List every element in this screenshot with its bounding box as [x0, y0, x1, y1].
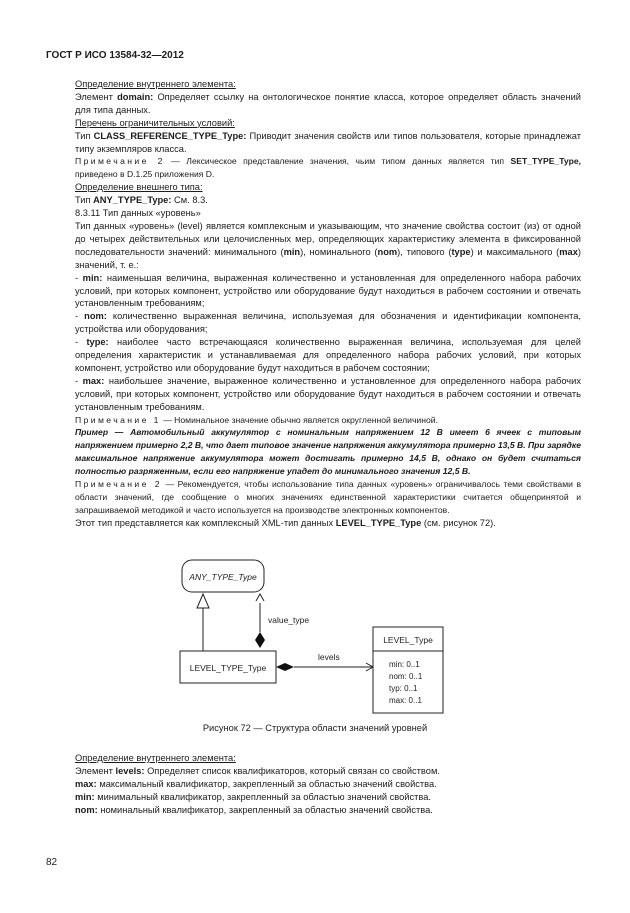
value-type-arrow [256, 594, 264, 601]
level-type-intro: Тип данных «уровень» (level) является комплексным и указывающим, что значение свойства состоит (из) от одной до четырех действительных или целочисленных мер, определяющих характеристику элемента в фиксированной последовательности значений: минимального (min), номинального (nom), типового (type) и максимального (max) значений, т. е.: [75, 220, 581, 270]
item-max: - max: наибольшее значение, выраженное количественно и установленное для определенного набора рабочих условий, при которых компонент, устройство или оборудование будут находиться в рабочем состоянии и отвечать установленным требованиям. [75, 375, 581, 412]
levels-definition: Элемент levels: Определяет список квалификаторов, который связан со свойством. [75, 765, 440, 776]
any-type-label: ANY_TYPE_Type [189, 572, 257, 582]
external-type-heading: Определение внешнего типа: [75, 182, 203, 193]
attr-max: max: 0..1 [389, 696, 422, 705]
item-type: - type: наиболее часто встречающаяся количественно выраженная величина, используемая для целей определения характеристик и устанавливаемая для определенного набора рабочих условий, при которых компонент, устройство или оборудование будут находиться в рабочем состоянии; [75, 337, 581, 373]
example-battery: Пример — Автомобильный аккумулятор с номинальным напряжением 12 В имеет 6 ячеек с типовым напряжением примерно 2,2 В, что дает типовое значение напряжения аккумулятора примерно 13,5 В. При зарядке максимальное напряжение аккумулятора может достигать примерно 14,5 В, однако он будет считаться полностью разряженным, если его напряжение упадет до минимального значения 12,5 В. [75, 427, 581, 477]
levels-diamond [276, 663, 294, 671]
note-2-level: Примечание 2 — Рекомендуется, чтобы использование типа данных «уровень» ограничивалось теми свойствами в области значений, где сообщение о многих значениях единственной характеристики считается общепринятой и запрашиваемой методикой и часто используется на производстве электронных компонентов. [75, 479, 582, 515]
def-max: max: максимальный квалификатор, закрепленный за областью значений свойства. [75, 778, 437, 789]
levels-section [75, 752, 581, 817]
figure-caption: Рисунок 72 — Структура области значений уровней [202, 723, 428, 733]
internal-element-heading-2: Определение внутреннего элемента: [75, 753, 236, 763]
note-1: Примечание 1 — Номинальное значение обычно является округленной величиной. [75, 414, 438, 425]
value-type-label: value_type [268, 615, 310, 625]
class-reference-definition: Тип CLASS_REFERENCE_TYPE_Type: Приводит значения свойств или типов пользователя, которые принадлежат типу экземпляров класса. [75, 130, 581, 154]
any-type-definition: Тип ANY_TYPE_Type: См. 8.3. [75, 195, 208, 206]
def-nom: nom: номинальный квалификатор, закрепленный за областью значений свойства. [75, 804, 433, 815]
note-2-set-type: Примечание 2 — Лексическое представление значения, чьим типом данных является тип SET_TYPE_Type, приведено в D.1.25 приложения D. [75, 156, 582, 180]
levels-label: levels [318, 652, 340, 662]
domain-definition: Элемент domain: Определяет ссылку на онтологическое понятие класса, которое определяет область значений для типа данных. [75, 91, 581, 115]
attr-typ: typ: 0..1 [389, 684, 418, 693]
page-number: 82 [46, 857, 58, 868]
main-content [75, 78, 581, 530]
level-type-type-label: LEVEL_TYPE_Type [189, 663, 267, 673]
item-nom: - nom: количественно выраженная величина, используемая для обозначения и идентификации компонента, устройства или оборудования; [75, 311, 581, 335]
def-min: min: минимальный квалификатор, закрепленный за областью значений свойства. [75, 791, 431, 802]
internal-element-heading: Определение внутреннего элемента: [75, 79, 236, 89]
level-structure-diagram [170, 556, 470, 726]
attr-nom: nom: 0..1 [389, 672, 423, 681]
inheritance-arrow [197, 594, 209, 608]
constraints-heading: Перечень ограничительных условий: [75, 117, 235, 128]
value-type-diamond [255, 632, 265, 648]
item-min: - min: наименьшая величина, выраженная количественно и установленная для определенного набора рабочих условий, при которых компонент, устройство или оборудование будут находиться в рабочем состоянии и отвечать установленным требованиям; [75, 272, 581, 309]
xml-type-line: Этот тип представляется как комплексный XML-тип данных LEVEL_TYPE_Type (см. рисунок 72). [75, 517, 496, 528]
subsection-title: 8.3.11 Тип данных «уровень» [75, 208, 201, 219]
document-header: ГОСТ Р ИСО 13584-32—2012 [46, 50, 184, 61]
level-type-label: LEVEL_Type [383, 635, 433, 645]
attr-min: min: 0..1 [389, 660, 420, 669]
